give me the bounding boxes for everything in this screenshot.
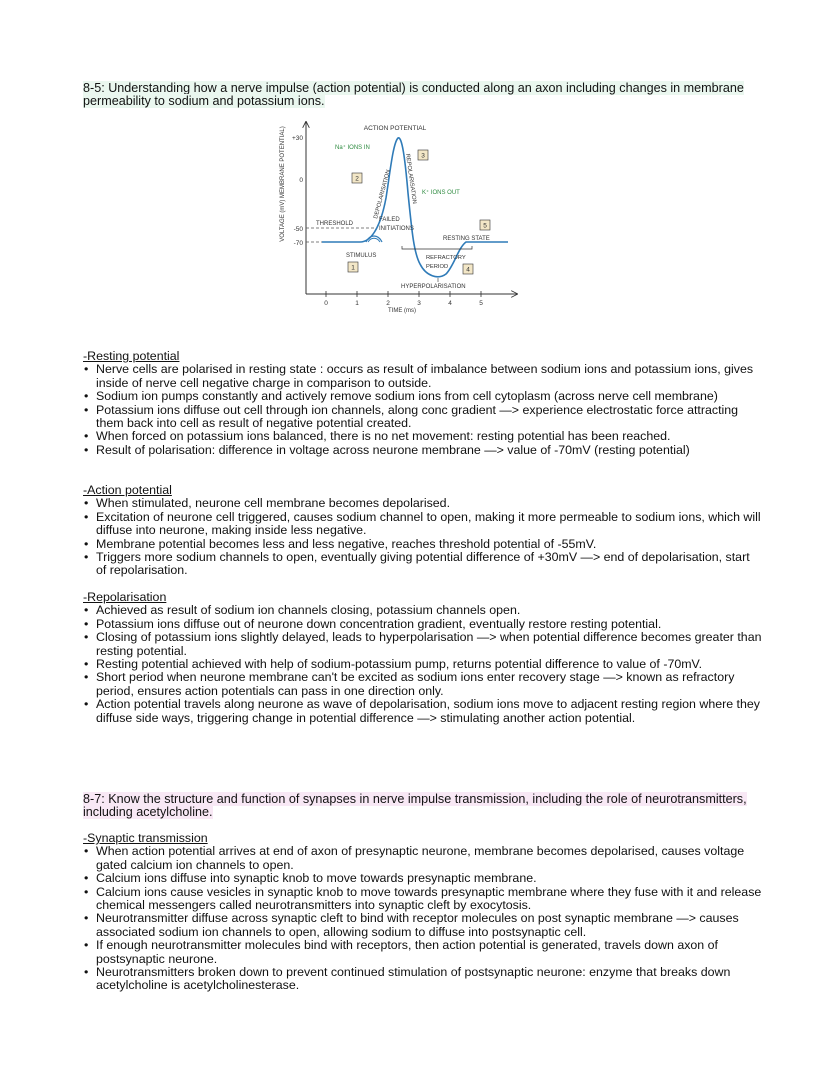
action-potential-diagram	[262, 118, 522, 324]
section-title: -Action potential	[83, 483, 172, 497]
svg-text:4: 4	[466, 266, 470, 274]
refractory-period-label: PERIOD	[426, 264, 449, 270]
resting-state-label: RESTING STATE	[443, 236, 490, 242]
section-title: -Resting potential	[83, 349, 180, 363]
section-heading-8-5: 8-5: Understanding how a nerve impulse (action potential) is conducted along an axon including changes in membrane permeability to sodium and potassium ions.	[83, 81, 744, 109]
y-tick-label: -50	[293, 226, 303, 233]
action-potential-section	[83, 484, 763, 578]
k-ions-out-label: K⁺ IONS OUT	[422, 190, 460, 196]
section-title: -Synaptic transmission	[83, 831, 208, 845]
stage-box	[480, 220, 490, 230]
list-item: • Closing of potassium ions slightly delayed, leads to hyperpolarisation —> when potential difference becomes greater than resting potential.	[83, 631, 763, 658]
depolarisation-label: DEPOLARISATION	[373, 169, 392, 220]
list-item: • Potassium ions diffuse out of neurone down concentration gradient, eventually restore resting potential.	[83, 618, 763, 631]
stage-box	[348, 262, 358, 272]
list-item: • If enough neurotransmitter molecules bind with receptors, then action potential is generated, travels down axon of postsynaptic neurone.	[83, 939, 763, 966]
list-item: • When forced on potassium ions balanced, there is no net movement: resting potential has been reached.	[83, 430, 763, 443]
x-tick-label: 3	[417, 300, 421, 307]
x-tick-label: 4	[448, 300, 452, 307]
bullet-list	[83, 497, 763, 577]
svg-text:1: 1	[351, 264, 355, 272]
section-heading-8-7: 8-7: Know the structure and function of synapses in nerve impulse transmission, including the role of neurotransmitters, including acetylcholine.	[83, 792, 747, 820]
list-item: • Resting potential achieved with help of sodium-potassium pump, returns potential difference to value of -70mV.	[83, 658, 763, 671]
x-tick-label: 2	[386, 300, 390, 307]
stage-box	[352, 173, 362, 183]
list-item: • Calcium ions diffuse into synaptic knob to move towards presynaptic membrane.	[83, 872, 763, 885]
list-item: • Calcium ions cause vesicles in synaptic knob to move towards presynaptic membrane where they fuse with it and release chemical messengers called neurotransmitters into synaptic cleft by exocytosis.	[83, 886, 763, 913]
repolarisation-section	[83, 591, 763, 725]
stage-box	[418, 150, 428, 160]
list-item: • Excitation of neurone cell triggered, causes sodium channel to open, making it more permeable to sodium ions, which will diffuse into neurone, making inside less negative.	[83, 511, 763, 538]
failed-initiations-label: INITIATIONS	[379, 226, 414, 232]
list-item: • Achieved as result of sodium ion channels closing, potassium channels open.	[83, 604, 763, 617]
stimulus-label: STIMULUS	[346, 253, 377, 259]
section-title: -Repolarisation	[83, 590, 167, 604]
resting-potential-section	[83, 350, 763, 457]
list-item: • Sodium ion pumps constantly and actively remove sodium ions from cell cytoplasm (across nerve cell membrane)	[83, 390, 763, 403]
list-item: • Short period when neurone membrane can't be excited as sodium ions enter recovery stage —> known as refractory period, ensures action potentials can pass in one direction only.	[83, 671, 763, 698]
x-tick-label: 0	[324, 300, 328, 307]
list-item: • Result of polarisation: difference in voltage across neurone membrane —> value of -70mV (resting potential)	[83, 444, 763, 457]
svg-text:3: 3	[421, 152, 425, 160]
diagram-title: ACTION POTENTIAL	[363, 125, 427, 132]
svg-text:5: 5	[483, 222, 487, 230]
refractory-period-label: REFRACTORY	[426, 255, 466, 261]
stage-box	[463, 264, 473, 274]
list-item: • Membrane potential becomes less and less negative, reaches threshold potential of -55mV.	[83, 538, 763, 551]
bullet-list	[83, 845, 763, 992]
bullet-list	[83, 604, 763, 725]
list-item: • Neurotransmitters broken down to prevent continued stimulation of postsynaptic neurone: enzyme that breaks down acetylcholine is acetylcholinesterase.	[83, 966, 763, 993]
svg-text:2: 2	[355, 175, 359, 183]
repolarisation-label: REPOLARISATION	[404, 153, 417, 205]
list-item: • When action potential arrives at end of axon of presynaptic neurone, membrane becomes depolarised, causes voltage gated calcium ion channels to open.	[83, 845, 763, 872]
x-axis-label: TIME (ms)	[388, 308, 416, 314]
list-item: • Triggers more sodium channels to open, eventually giving potential difference of +30mV —> end of depolarisation, start of repolarisation.	[83, 551, 763, 578]
failed-initiations-label: FAILED	[379, 217, 400, 223]
synaptic-transmission-section	[83, 832, 763, 993]
bullet-list	[83, 363, 763, 457]
list-item: • Neurotransmitter diffuse across synaptic cleft to bind with receptor molecules on post synaptic membrane —> causes associated sodium ion channels to open, allowing sodium to diffuse into postsynaptic cell.	[83, 912, 763, 939]
y-tick-label: -70	[293, 240, 303, 247]
hyperpolarisation-label: HYPERPOLARISATION	[401, 284, 466, 290]
x-tick-label: 1	[355, 300, 359, 307]
list-item: • Potassium ions diffuse out cell through ion channels, along conc gradient —> experience electrostatic force attracting them back into cell as result of negative potential created.	[83, 404, 763, 431]
na-ions-in-label: Na⁺ IONS IN	[335, 145, 370, 151]
threshold-label: THRESHOLD	[316, 221, 354, 227]
y-axis-label: VOLTAGE (mV) MEMBRANE POTENTIAL)	[280, 126, 286, 242]
y-tick-label: +30	[291, 135, 303, 142]
x-tick-label: 5	[479, 300, 483, 307]
list-item: • Action potential travels along neurone as wave of depolarisation, sodium ions move to adjacent resting region where they diffuse side ways, triggering change in potential difference —> stimulating another action potential.	[83, 698, 763, 725]
list-item: • Nerve cells are polarised in resting state : occurs as result of imbalance between sodium ions and potassium ions, gives inside of nerve cell negative charge in comparison to outside.	[83, 363, 763, 390]
list-item: • When stimulated, neurone cell membrane becomes depolarised.	[83, 497, 763, 510]
y-tick-label: 0	[299, 177, 303, 184]
